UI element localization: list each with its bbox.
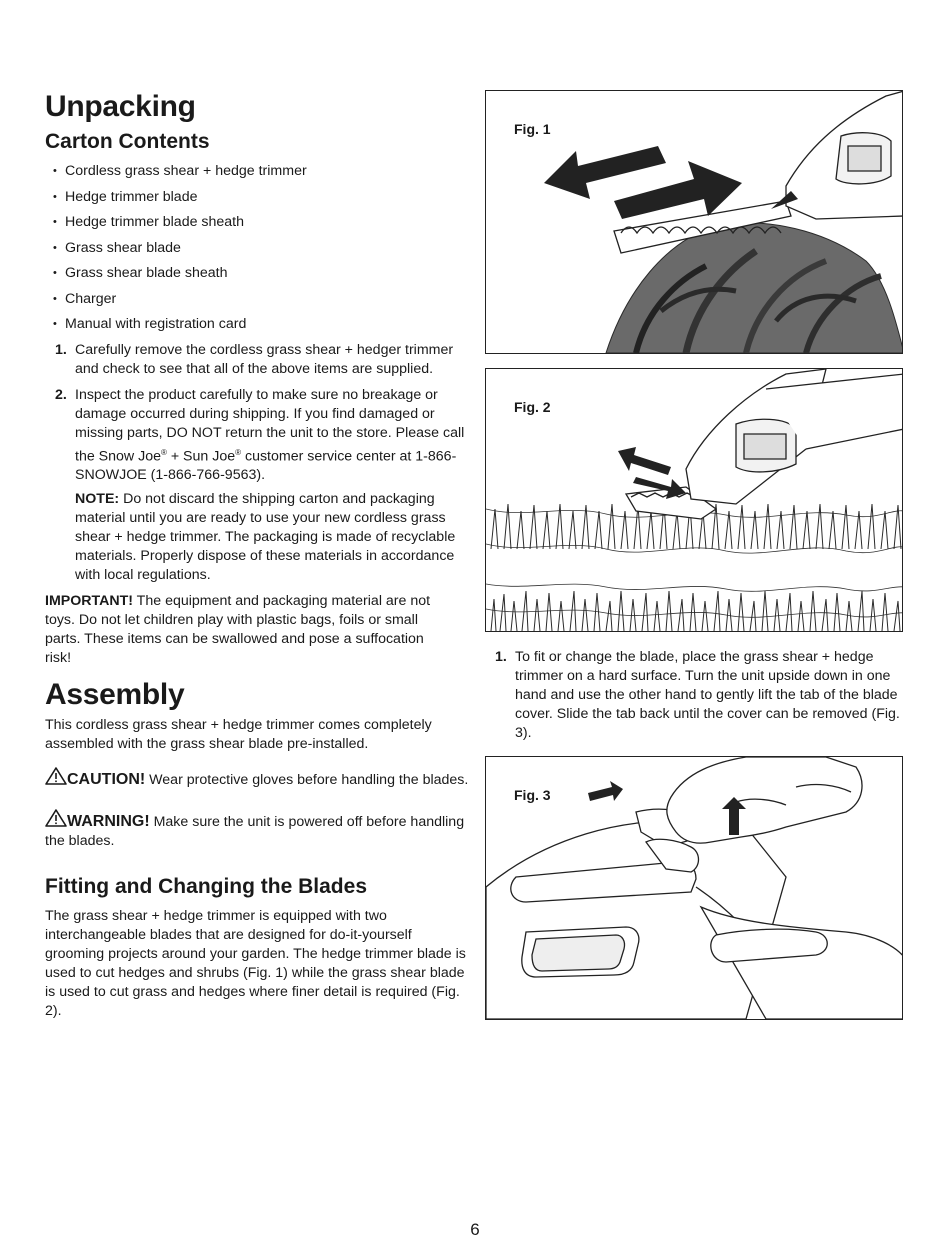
figure-3-label: Fig. 3	[514, 787, 551, 803]
list-item: • Manual with registration card	[53, 315, 470, 334]
page-number: 6	[470, 1220, 480, 1239]
step-text-c: customer service center at 1-866-SNOWJOE (1-866-766-9563).	[75, 448, 457, 484]
caution-label: CAUTION!	[67, 771, 146, 789]
note-text: Do not discard the shipping carton and packaging material until you are ready to use your new cordless grass shear + hedge trimmer. The packaging is made of recyclable materials. Properly dispose of these materials in accordance with local regulations.	[75, 491, 456, 584]
warning-triangle-icon	[45, 767, 67, 785]
list-item: • Grass shear blade	[53, 239, 470, 258]
figure-2-label: Fig. 2	[514, 399, 551, 415]
registered-mark: ®	[160, 447, 167, 457]
left-column	[45, 88, 470, 1021]
grass-shear-illustration	[486, 369, 903, 631]
warning-text: Make sure the unit is powered off before handling the blades.	[45, 814, 465, 850]
important-text: The equipment and packaging material are not toys. Do not let children play with plastic bags, foils or small parts. These items can be swallowed and pose a suffocation risk!	[45, 593, 431, 667]
arrow-right-icon	[588, 781, 623, 801]
important-label: IMPORTANT!	[45, 593, 133, 610]
important-paragraph	[45, 592, 470, 668]
list-item: • Hedge trimmer blade	[53, 188, 470, 207]
registered-mark: ®	[235, 447, 242, 457]
fitting-heading: Fitting and Changing the Blades	[45, 875, 367, 899]
unpacking-step-1	[45, 341, 470, 379]
blade-cover-removal-illustration	[486, 757, 903, 1019]
warning-paragraph	[45, 809, 470, 851]
unpacking-step-2	[45, 386, 470, 486]
carton-contents-heading: Carton Contents	[45, 130, 210, 153]
step-text-b: + Sun Joe	[166, 448, 236, 465]
figure-3	[485, 756, 903, 1020]
warning-label: WARNING!	[67, 813, 150, 831]
step-number: 2.	[55, 386, 67, 403]
fitting-steps	[485, 648, 903, 743]
list-item: • Hedge trimmer blade sheath	[53, 213, 470, 232]
assembly-heading: Assembly	[45, 678, 185, 712]
figure-1-label: Fig. 1	[514, 121, 551, 137]
right-column	[485, 90, 903, 1020]
fitting-step-1	[485, 648, 903, 743]
arrow-left-icon	[544, 146, 666, 199]
carton-contents-list	[45, 162, 470, 334]
unpacking-heading: Unpacking	[45, 90, 196, 123]
step-text: To fit or change the blade, place the grass shear + hedge trimmer on a hard surface. Turn the unit upside down in one hand and use the other hand to gently lift the tab of the blade cover. Slide the tab back until the cover can be removed (Fig. 3).	[515, 649, 900, 741]
fitting-text: The grass shear + hedge trimmer is equipped with two interchangeable blades that are designed for do-it-yourself grooming projects around your garden. The hedge trimmer blade is used to cut hedges and shrubs (Fig. 1) while the grass shear blade is used to cut grass and hedges where finer detail is required (Fig. 2).	[45, 908, 466, 1020]
list-item: • Grass shear blade sheath	[53, 264, 470, 283]
step-number: 1.	[55, 341, 67, 358]
unpacking-steps	[45, 341, 470, 486]
step-text-a: Inspect the product carefully to make sure no breakage or damage occurred during shipping. If you find damaged or missing parts, DO NOT return the unit to the store. Please call the Snow Joe	[75, 386, 465, 465]
hedge-trimmer-illustration	[486, 91, 903, 353]
step-text: Carefully remove the cordless grass shear + hedger trimmer and check to see that all of the above items are supplied.	[75, 341, 454, 377]
note-label: NOTE:	[75, 491, 120, 508]
list-item: • Cordless grass shear + hedge trimmer	[53, 162, 470, 181]
arrow-icon	[618, 447, 671, 475]
figure-2	[485, 368, 903, 632]
list-item: • Charger	[53, 290, 470, 309]
caution-paragraph	[45, 767, 470, 790]
note-paragraph	[45, 490, 470, 585]
step-number: 1.	[495, 649, 507, 665]
caution-text: Wear protective gloves before handling the blades.	[145, 772, 469, 789]
figure-1	[485, 90, 903, 354]
assembly-intro: This cordless grass shear + hedge trimmer comes completely assembled with the grass shear blade pre-installed.	[45, 717, 432, 753]
warning-triangle-icon	[45, 809, 67, 827]
